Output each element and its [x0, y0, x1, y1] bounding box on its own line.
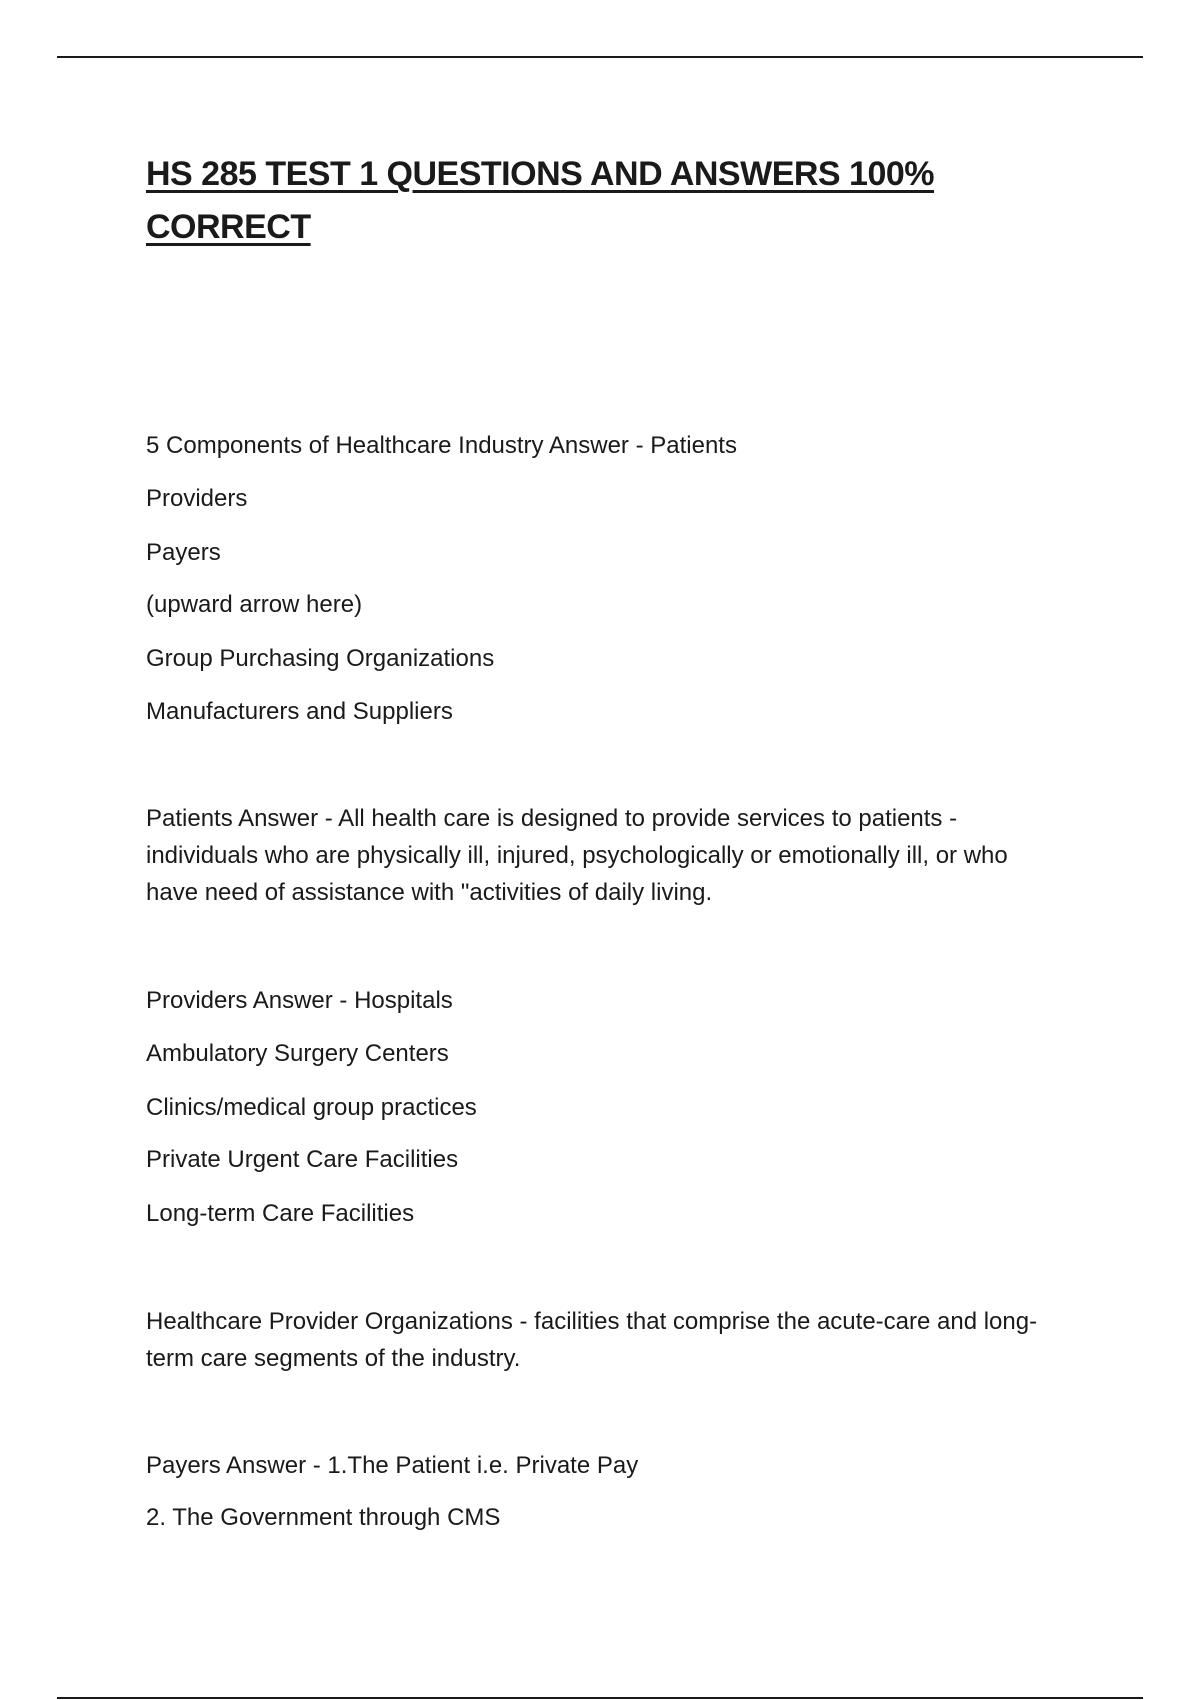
list-item: Payers	[146, 539, 221, 566]
question-payers: Payers Answer - 1.The Patient i.e. Private Pay	[146, 1452, 639, 1479]
list-item: Ambulatory Surgery Centers	[146, 1040, 449, 1067]
list-item: Clinics/medical group practices	[146, 1094, 477, 1121]
question-providers: Providers Answer - Hospitals	[146, 987, 453, 1014]
list-item: Manufacturers and Suppliers	[146, 698, 453, 725]
page-title: HS 285 TEST 1 QUESTIONS AND ANSWERS 100% CORRECT	[146, 155, 935, 246]
bottom-divider	[57, 1697, 1143, 1699]
answer-patients: Patients Answer - All health care is designed to provide services to patients - individuals who are physically ill, injured, psychologically or emotionally ill, or who have need of assistance with "activities of daily living.	[146, 805, 1008, 906]
list-item: Group Purchasing Organizations	[146, 645, 495, 672]
question-components: 5 Components of Healthcare Industry Answer - Patients	[146, 432, 737, 459]
definition-provider-organizations: Healthcare Provider Organizations - facilities that comprise the acute-care and long-term care segments of the industry.	[146, 1308, 1038, 1372]
list-item: (upward arrow here)	[146, 591, 363, 618]
list-item: Long-term Care Facilities	[146, 1200, 415, 1227]
list-item: 2. The Government through CMS	[146, 1504, 501, 1531]
list-item: Private Urgent Care Facilities	[146, 1146, 459, 1173]
top-divider	[57, 56, 1143, 58]
list-item: Providers	[146, 485, 248, 512]
